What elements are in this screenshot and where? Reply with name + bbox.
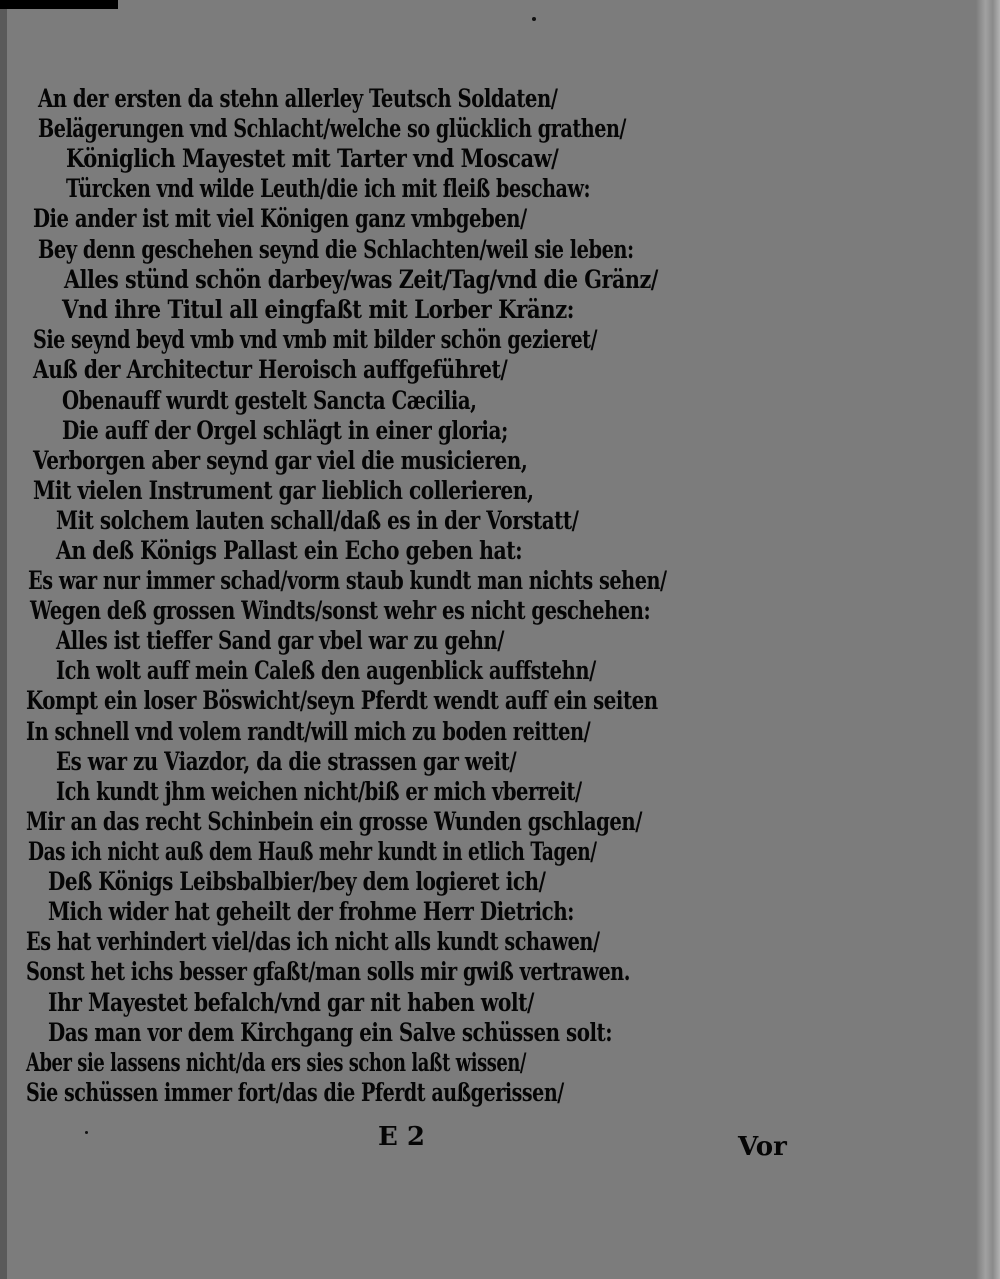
verse-line: Mir an das recht Schinbein ein grosse Wunden gschlagen/ — [26, 807, 642, 836]
verse-line: Mit solchem lauten schall/daß es in der Vorstatt/ — [56, 506, 579, 535]
verse-line: An der ersten da stehn allerley Teutsch Soldaten/ — [38, 84, 558, 113]
verse-line: Mich wider hat geheilt der frohme Herr Dietrich: — [48, 897, 575, 926]
verse-line: Das ich nicht auß dem Hauß mehr kundt in etlich Tagen/ — [28, 837, 597, 866]
verse-line: Sonst het ichs besser gfaßt/man solls mir gwiß vertrawen. — [26, 957, 631, 986]
verse-line: Wegen deß grossen Windts/sonst wehr es nicht geschehen: — [30, 596, 651, 625]
verse-line: Belägerungen vnd Schlacht/welche so glücklich grathen/ — [38, 114, 626, 143]
verse-line: Deß Königs Leibsbalbier/bey dem logieret ich/ — [48, 867, 546, 896]
scan-right-edge — [976, 0, 1000, 1279]
verse-line: Sie seynd beyd vmb vnd vmb mit bilder schön gezieret/ — [33, 325, 598, 354]
verse-line: Alles ist tieffer Sand gar vbel war zu gehn/ — [56, 626, 504, 655]
verse-line: Es war zu Viazdor, da die strassen gar weit/ — [56, 747, 517, 776]
verse-line: Es hat verhindert viel/das ich nicht alls kundt schawen/ — [26, 927, 600, 956]
verse-line: Ich kundt jhm weichen nicht/biß er mich vberreit/ — [56, 777, 582, 806]
verse-line: Ich wolt auff mein Caleß den augenblick auffstehn/ — [56, 656, 596, 685]
verse-line: Vnd ihre Titul all eingfaßt mit Lorber Kränz: — [62, 295, 575, 324]
scan-speck — [85, 1131, 88, 1134]
verse-line: An deß Königs Pallast ein Echo geben hat: — [56, 536, 523, 565]
verse-line: In schnell vnd volem randt/will mich zu boden reitten/ — [26, 717, 591, 746]
verse-line: Das man vor dem Kirchgang ein Salve schüssen solt: — [48, 1018, 613, 1047]
verse-line: Türcken vnd wilde Leuth/die ich mit fleiß beschaw: — [66, 174, 591, 203]
catchword: Vor — [738, 1132, 787, 1162]
scan-speck — [532, 17, 536, 21]
verse-line: Alles stünd schön darbey/was Zeit/Tag/vnd die Gränz/ — [64, 265, 658, 294]
verse-line: Obenauff wurdt gestelt Sancta Cæcilia, — [62, 386, 477, 415]
signature-mark: E 2 — [378, 1122, 425, 1152]
verse-line: Die ander ist mit viel Königen ganz vmbgeben/ — [33, 204, 527, 233]
verse-line: Königlich Mayestet mit Tarter vnd Moscaw/ — [66, 144, 559, 173]
verse-line: Verborgen aber seynd gar viel die musicieren, — [33, 446, 528, 475]
verse-line: Es war nur immer schad/vorm staub kundt man nichts sehen/ — [28, 566, 667, 595]
verse-line: Sie schüssen immer fort/das die Pferdt außgerissen/ — [26, 1078, 564, 1107]
verse-line: Bey denn geschehen seynd die Schlachten/weil sie leben: — [38, 235, 634, 264]
verse-line: Ihr Mayestet befalch/vnd gar nit haben wolt/ — [48, 988, 534, 1017]
scan-top-bar — [0, 0, 118, 9]
verse-line: Kompt ein loser Böswicht/seyn Pferdt wendt auff ein seiten — [26, 686, 658, 715]
verse-line: Die auff der Orgel schlägt in einer gloria; — [62, 416, 508, 445]
verse-line: Aber sie lassens nicht/da ers sies schon laßt wissen/ — [26, 1048, 527, 1077]
scan-left-edge — [0, 0, 7, 1279]
verse-line: Mit vielen Instrument gar lieblich collerieren, — [33, 476, 534, 505]
verse-line: Auß der Architectur Heroisch auffgeführet/ — [33, 355, 508, 384]
